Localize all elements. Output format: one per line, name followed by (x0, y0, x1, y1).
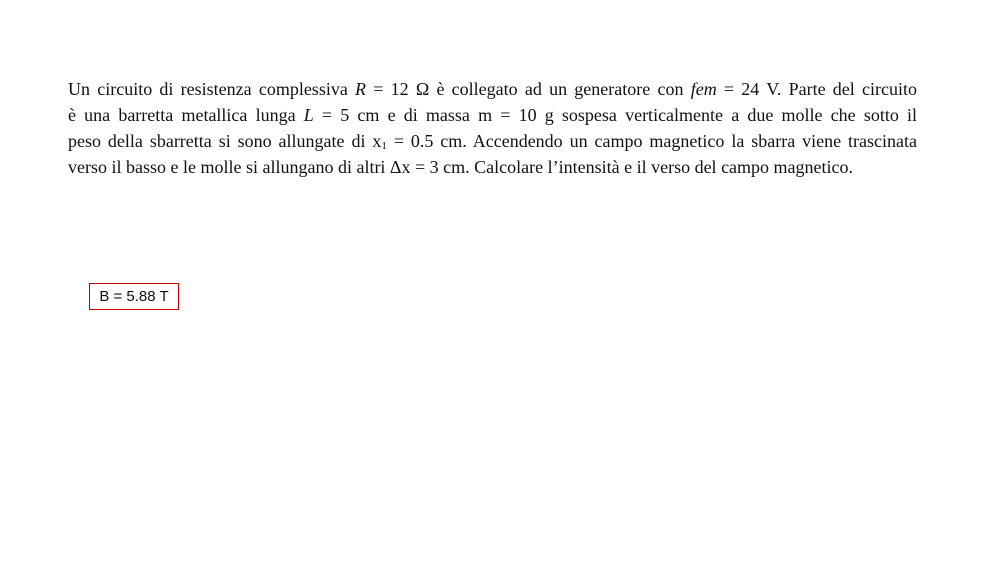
problem-line-1 (68, 76, 917, 102)
problem-text: = 5 cm e di massa m = 10 g sospesa verticalmente a due molle che sotto il (313, 105, 918, 125)
subscript: 1 (381, 140, 387, 152)
problem-text: = 24 V. Parte del circuito (716, 79, 917, 99)
resistance-symbol: R (355, 79, 367, 99)
answer-box (89, 283, 179, 310)
problem-text: peso della sbarretta si sono allungate di x (68, 131, 382, 151)
problem-line-3 (68, 128, 917, 154)
problem-line-2 (68, 102, 917, 128)
problem-text: Un circuito di resistenza complessiva (68, 79, 356, 99)
problem-text: verso il basso e le molle si allungano di altri Δx = 3 cm. Calcolare l’intensità e il verso del campo magnetico. (68, 157, 854, 177)
answer-text: B = 5.88 T (99, 288, 169, 305)
problem-text: = 12 Ω è collegato ad un generatore con (366, 79, 691, 99)
length-symbol: L (303, 105, 314, 125)
emf-symbol: fem (690, 79, 717, 99)
problem-text: = 0.5 cm. Accendendo un campo magnetico la sbarra viene trascinata (386, 131, 917, 151)
problem-text: è una barretta metallica lunga (68, 105, 304, 125)
problem-statement (68, 76, 917, 180)
problem-line-4 (68, 154, 917, 180)
